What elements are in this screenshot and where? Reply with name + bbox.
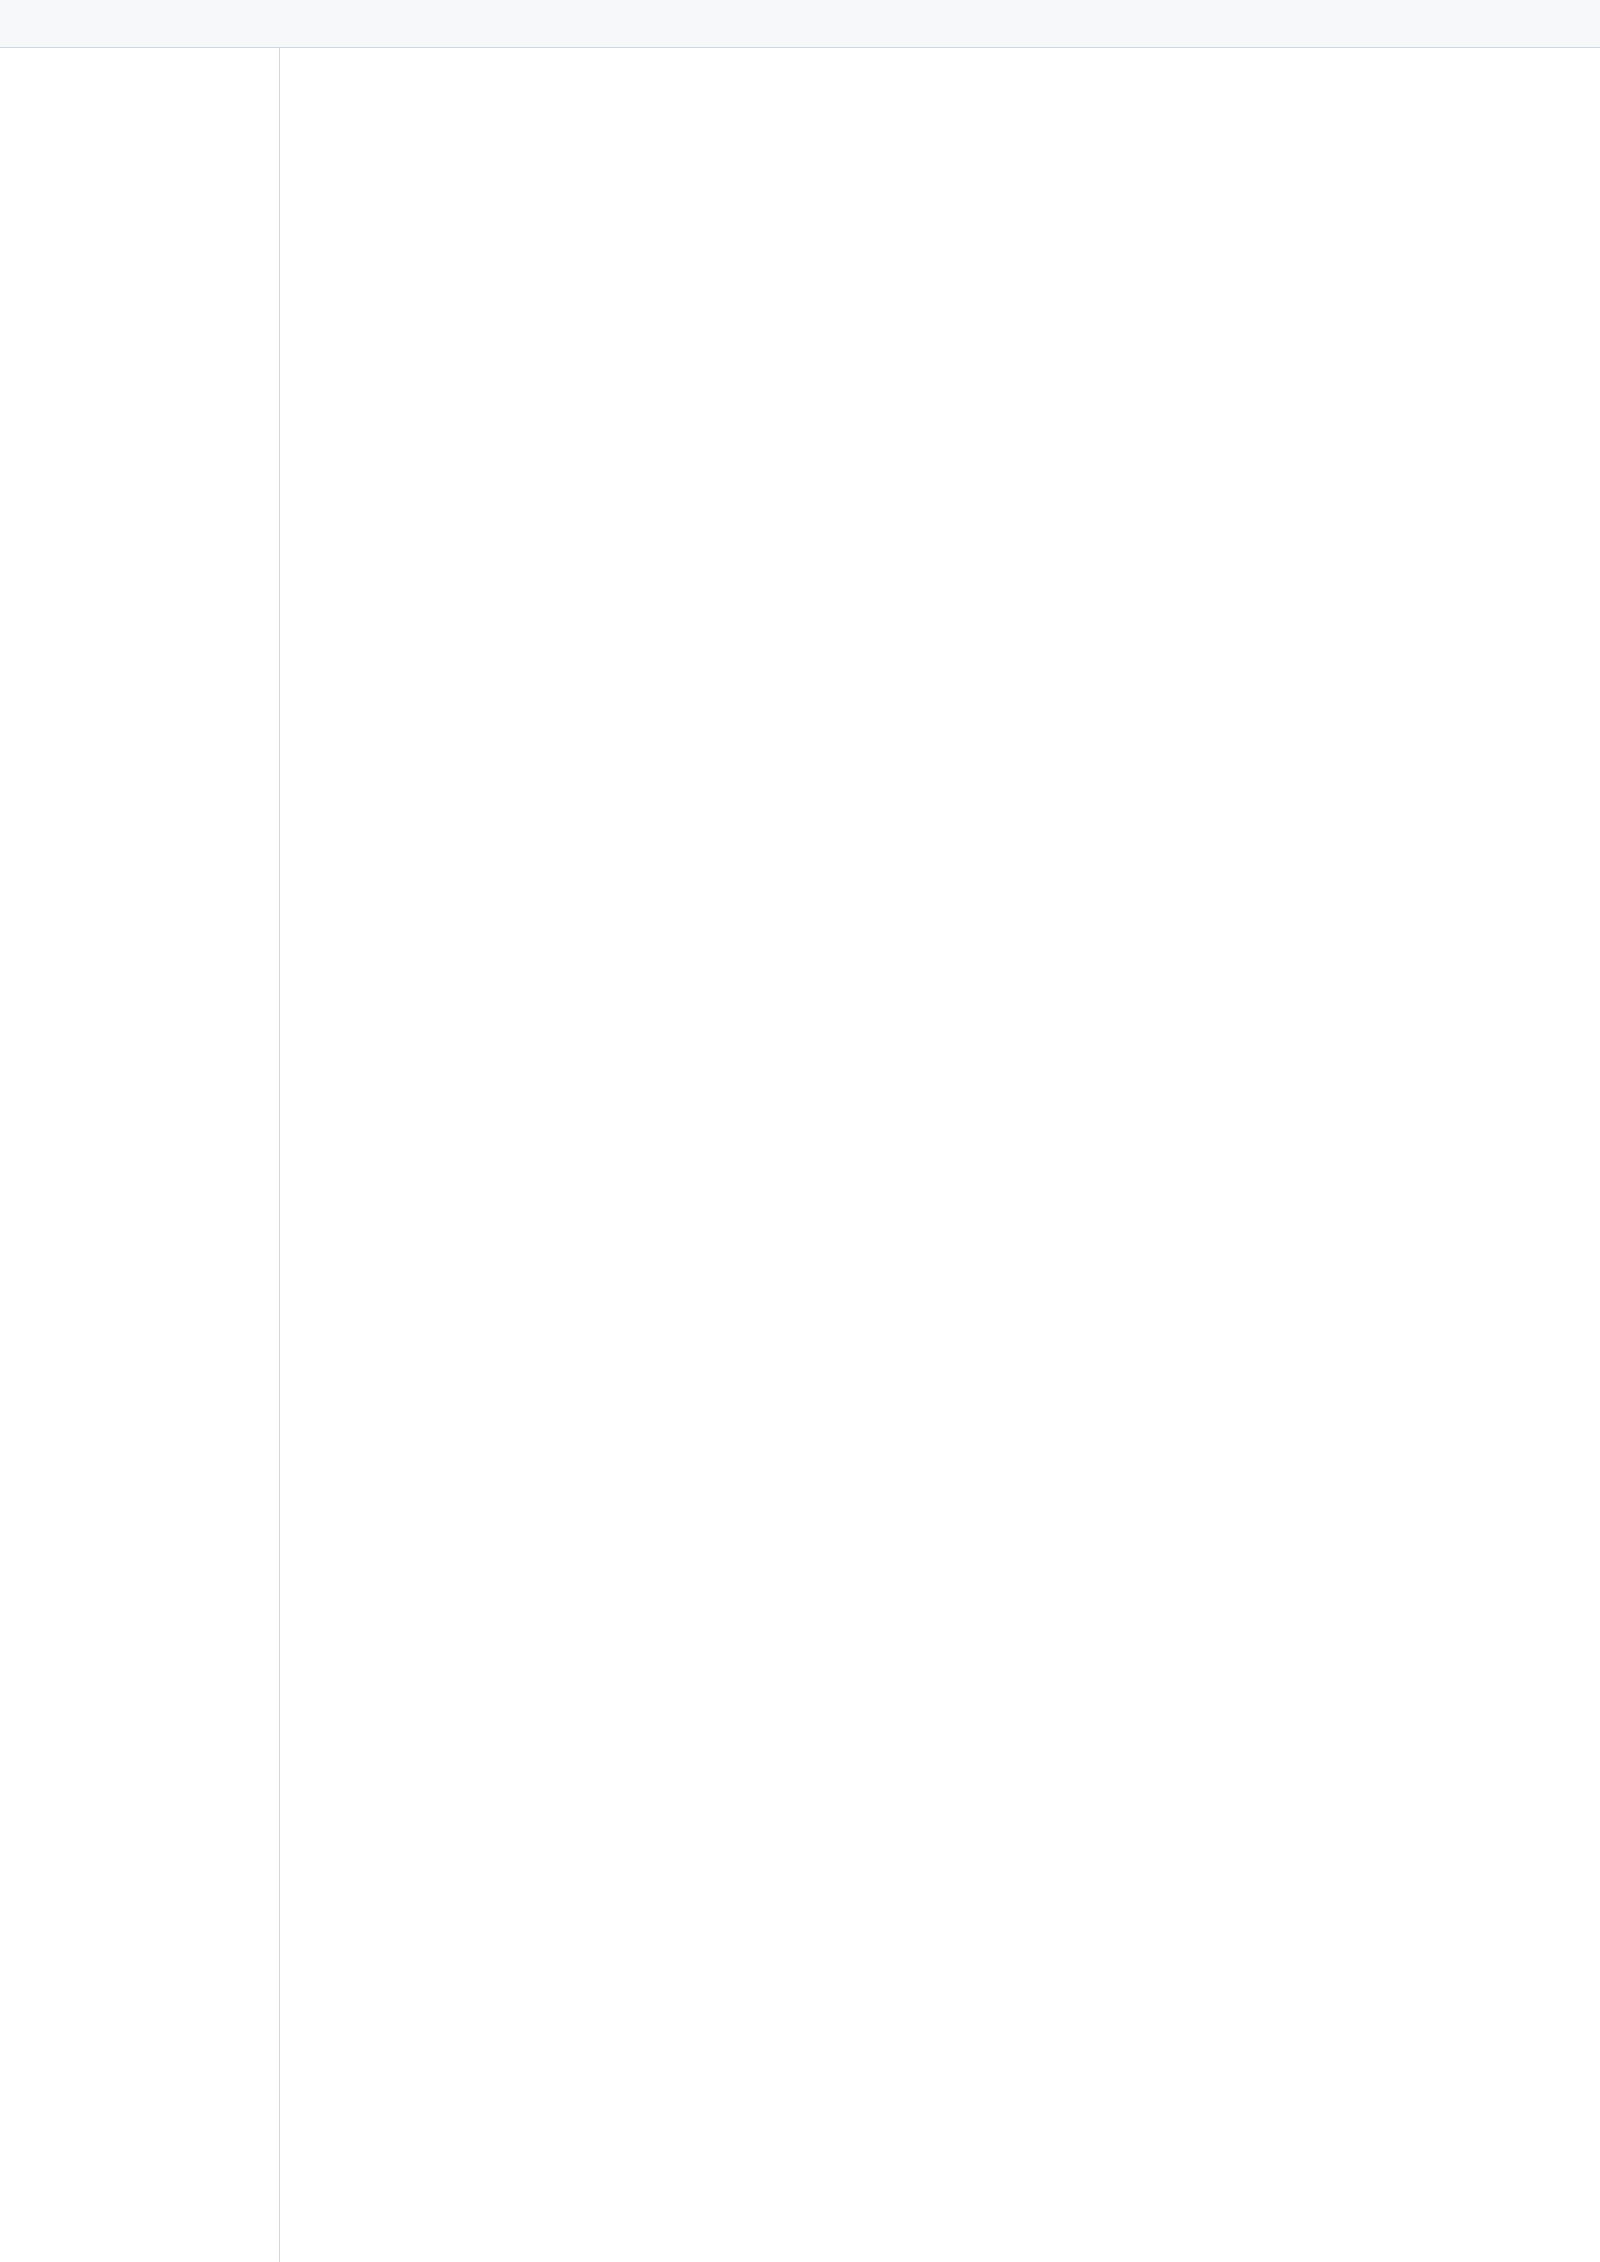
main-content [280, 48, 1600, 2262]
title-bar [0, 0, 1600, 48]
app-body [0, 48, 1600, 2262]
sidebar [0, 48, 280, 2262]
